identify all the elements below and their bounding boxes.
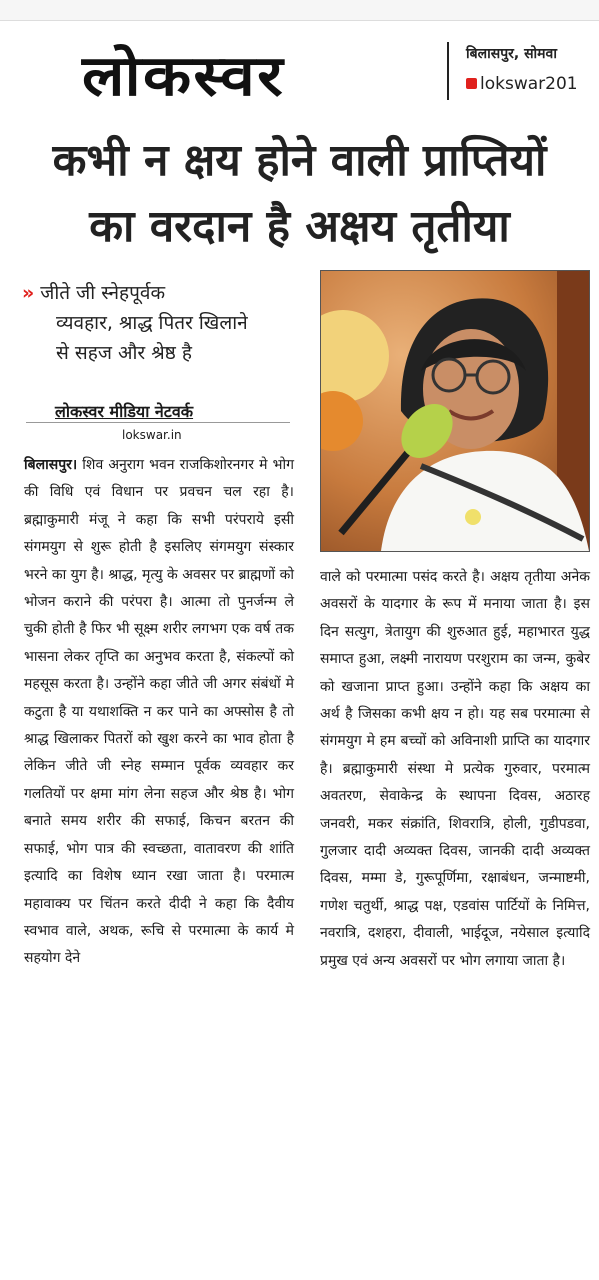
kicker — [22, 278, 322, 368]
article-column-2: वाले को परमात्मा पसंद करते है। अक्षय तृतीया अनेक अवसरों के यादगार के रूप में मनाया जाता है। इस दिन सत्युग, त्रेतायुग की शुरुआत हुई, महाभारत युद्ध समाप्त हुआ, लक्ष्मी नारायण परशुराम का जन्म, कुबेर को खजाना प्राप्त हुआ। उन्होंने कहा कि अक्षय का अर्थ है जिसका कभी क्षय न हो। यह सब परमात्मा से संगमयुग मे हम बच्चों को अविनाशी प्राप्ति का यादगार है। ब्रह्माकुमारी संस्था मे प्रत्येक गुरुवार, परमात्म अवतरण, सेवाकेन्द्र के स्थापना दिवस, अठारह जनवरी, मकर संक्रांति, शिवरात्रि, होली, गुडीपडवा, गुलजार दादी अव्यक्त दिवस, जानकी दादी अव्यक्त दिवस, मम्मा डे, गुरूपूर्णिमा, रक्षाबंधन, जन्माष्टमी, गणेश चतुर्थी, श्राद्ध पक्ष, एडवांस पार्टियों के निमित्त, नवरात्रि, दशहरा, दीवाली, भाईदूज, नयेसाल इत्यादि प्रमुख एवं अन्य अवसरों पर भोग लगाया जाता है। — [320, 569, 590, 969]
youtube-icon — [466, 78, 477, 89]
article-column-1 — [24, 452, 294, 973]
social-handle — [466, 74, 578, 94]
kicker-line-1 — [22, 278, 322, 308]
article-column-1-text: शिव अनुराग भवन राजकिशोरनगर मे भोग की विधि एवं विधान पर प्रवचन चल रहा है। ब्रह्माकुमारी मंजू ने कहा कि सभी परंपराये इसी संगमयुग से शुरू होती है इसलिए संगमयुग संस्कार भरने का युग है। श्राद्ध, मृत्यु के अवसर पर ब्राह्मणों को भोजन कराने की परंपरा है। आत्मा तो पुनर्जन्म ले चुकी होती है फिर भी सूक्ष्म शरीर लगभग एक वर्ष तक भासना लेकर तृप्ति का अनुभव करता है, संकल्पों को महसूस करता है। उन्होंने कहा जीते जी अगर संबंधों मे कटुता है या यथाशक्ति न कर पाने का अफ्सोस है तो श्राद्ध खिलाकर पितरों को खुश करने का भाव होता है लेकिन जीते जी स्नेह सम्मान पूर्वक व्यवहार कर गलतियों पर क्षमा मांग लेना सहज और श्रेष्ठ है। भोग बनाते समय शरीर की सफाई, किचन बरतन की सफाई, भोग पात्र की स्वच्छता, वातावरण की शांति इत्यादि का विशेष ध्यान रखा जाता है। परमात्म महावाक्य पर चिंतन करते दीदी ने कहा कि दैवीय स्वभाव वाले, अथक, रूचि से परमात्मा के कार्य मे सहयोग देने — [24, 457, 294, 967]
newspaper-logo: लोकस्वर — [82, 43, 286, 109]
speaker-photo-illustration — [321, 271, 589, 551]
byline-rule — [26, 422, 290, 423]
top-strip — [0, 0, 599, 21]
masthead-divider — [447, 42, 449, 100]
double-chevron-icon: » — [22, 282, 35, 304]
headline — [0, 128, 599, 260]
dateline: बिलासपुर। — [24, 457, 78, 473]
headline-line-1: कभी न क्षय होने वाली प्राप्तियों — [52, 135, 547, 186]
website: lokswar.in — [122, 428, 182, 442]
edition-city-date: बिलासपुर, सोमवा — [466, 46, 557, 62]
kicker-line-1-text: जीते जी स्नेहपूर्वक — [40, 282, 166, 304]
kicker-line-3: से सहज और श्रेष्ठ है — [56, 342, 192, 364]
masthead — [0, 22, 599, 120]
speaker-photo — [320, 270, 590, 552]
social-handle-text: lokswar201 — [480, 74, 578, 94]
byline: लोकस्वर मीडिया नेटवर्क — [55, 402, 194, 421]
kicker-line-2: व्यवहार, श्राद्ध पितर खिलाने — [56, 312, 248, 334]
headline-line-2: का वरदान है अक्षय तृतीया — [89, 201, 510, 252]
